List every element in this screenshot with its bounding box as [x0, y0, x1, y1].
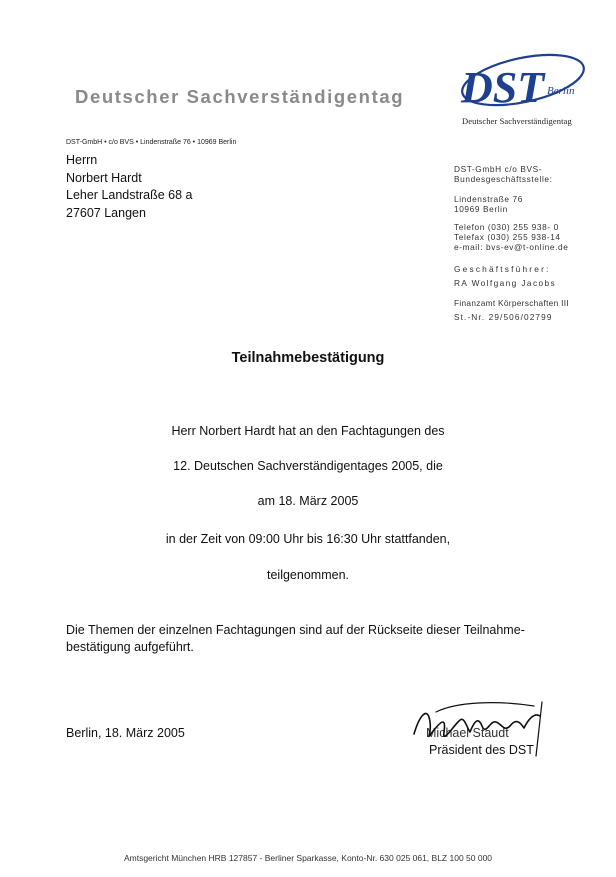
info-company-office: Bundesgeschäftsstelle:: [454, 174, 553, 184]
footer-registration: Amtsgericht München HRB 127857 - Berliner Sparkasse, Konto-Nr. 630 025 061, BLZ 100 50 000: [123, 853, 493, 863]
info-tax-office: Finanzamt Körperschaften III: [454, 298, 569, 308]
body-line-4: in der Zeit von 09:00 Uhr bis 16:30 Uhr stattfanden,: [165, 532, 451, 546]
signer-name: Michael Staudt: [426, 726, 509, 740]
recipient-address: [66, 152, 192, 222]
logo-sub-text: Berlin: [547, 85, 575, 97]
document-title: Teilnahmebestätigung: [231, 350, 385, 366]
info-email: e-mail: bvs-ev@t-online.de: [454, 242, 569, 252]
info-city: 10969 Berlin: [454, 204, 508, 214]
body-line-3: am 18. März 2005: [257, 494, 359, 508]
logo-main-text: DST: [461, 63, 545, 112]
body-line-1: Herr Norbert Hardt hat an den Fachtagungen des: [171, 424, 445, 438]
info-fax: Telefax (030) 255 938-14: [454, 232, 561, 242]
info-manager-label: Geschäftsführer:: [454, 264, 551, 274]
body-line-2: 12. Deutschen Sachverständigentages 2005, die: [173, 459, 443, 473]
body-line-5: teilgenommen.: [267, 568, 349, 582]
info-company: DST-GmbH c/o BVS-: [454, 164, 543, 174]
place-and-date: Berlin, 18. März 2005: [66, 726, 185, 740]
signer-role: Präsident des DST: [429, 743, 534, 757]
recipient-city: 27607 Langen: [66, 205, 146, 220]
organization-heading: Deutscher Sachverständigentag: [75, 86, 405, 107]
recipient-name: Norbert Hardt: [66, 170, 142, 185]
topics-paragraph: Die Themen der einzelnen Fachtagungen sind auf der Rückseite dieser Teilnahme-bestätigung aufgeführt.: [66, 623, 525, 654]
recipient-street: Leher Landstraße 68 a: [66, 188, 193, 202]
info-manager: RA Wolfgang Jacobs: [454, 278, 557, 288]
info-tax-number: St.-Nr. 29/506/02799: [454, 312, 553, 322]
recipient-salutation: Herrn: [66, 153, 98, 167]
info-phone: Telefon (030) 255 938- 0: [454, 222, 559, 232]
sender-return-address: DST-GmbH • c/o BVS • Lindenstraße 76 • 10969 Berlin: [66, 139, 237, 146]
info-street: Lindenstraße 76: [454, 194, 523, 204]
logo-tagline: Deutscher Sachverständigentag: [462, 116, 572, 126]
handwritten-signature: [406, 692, 556, 762]
